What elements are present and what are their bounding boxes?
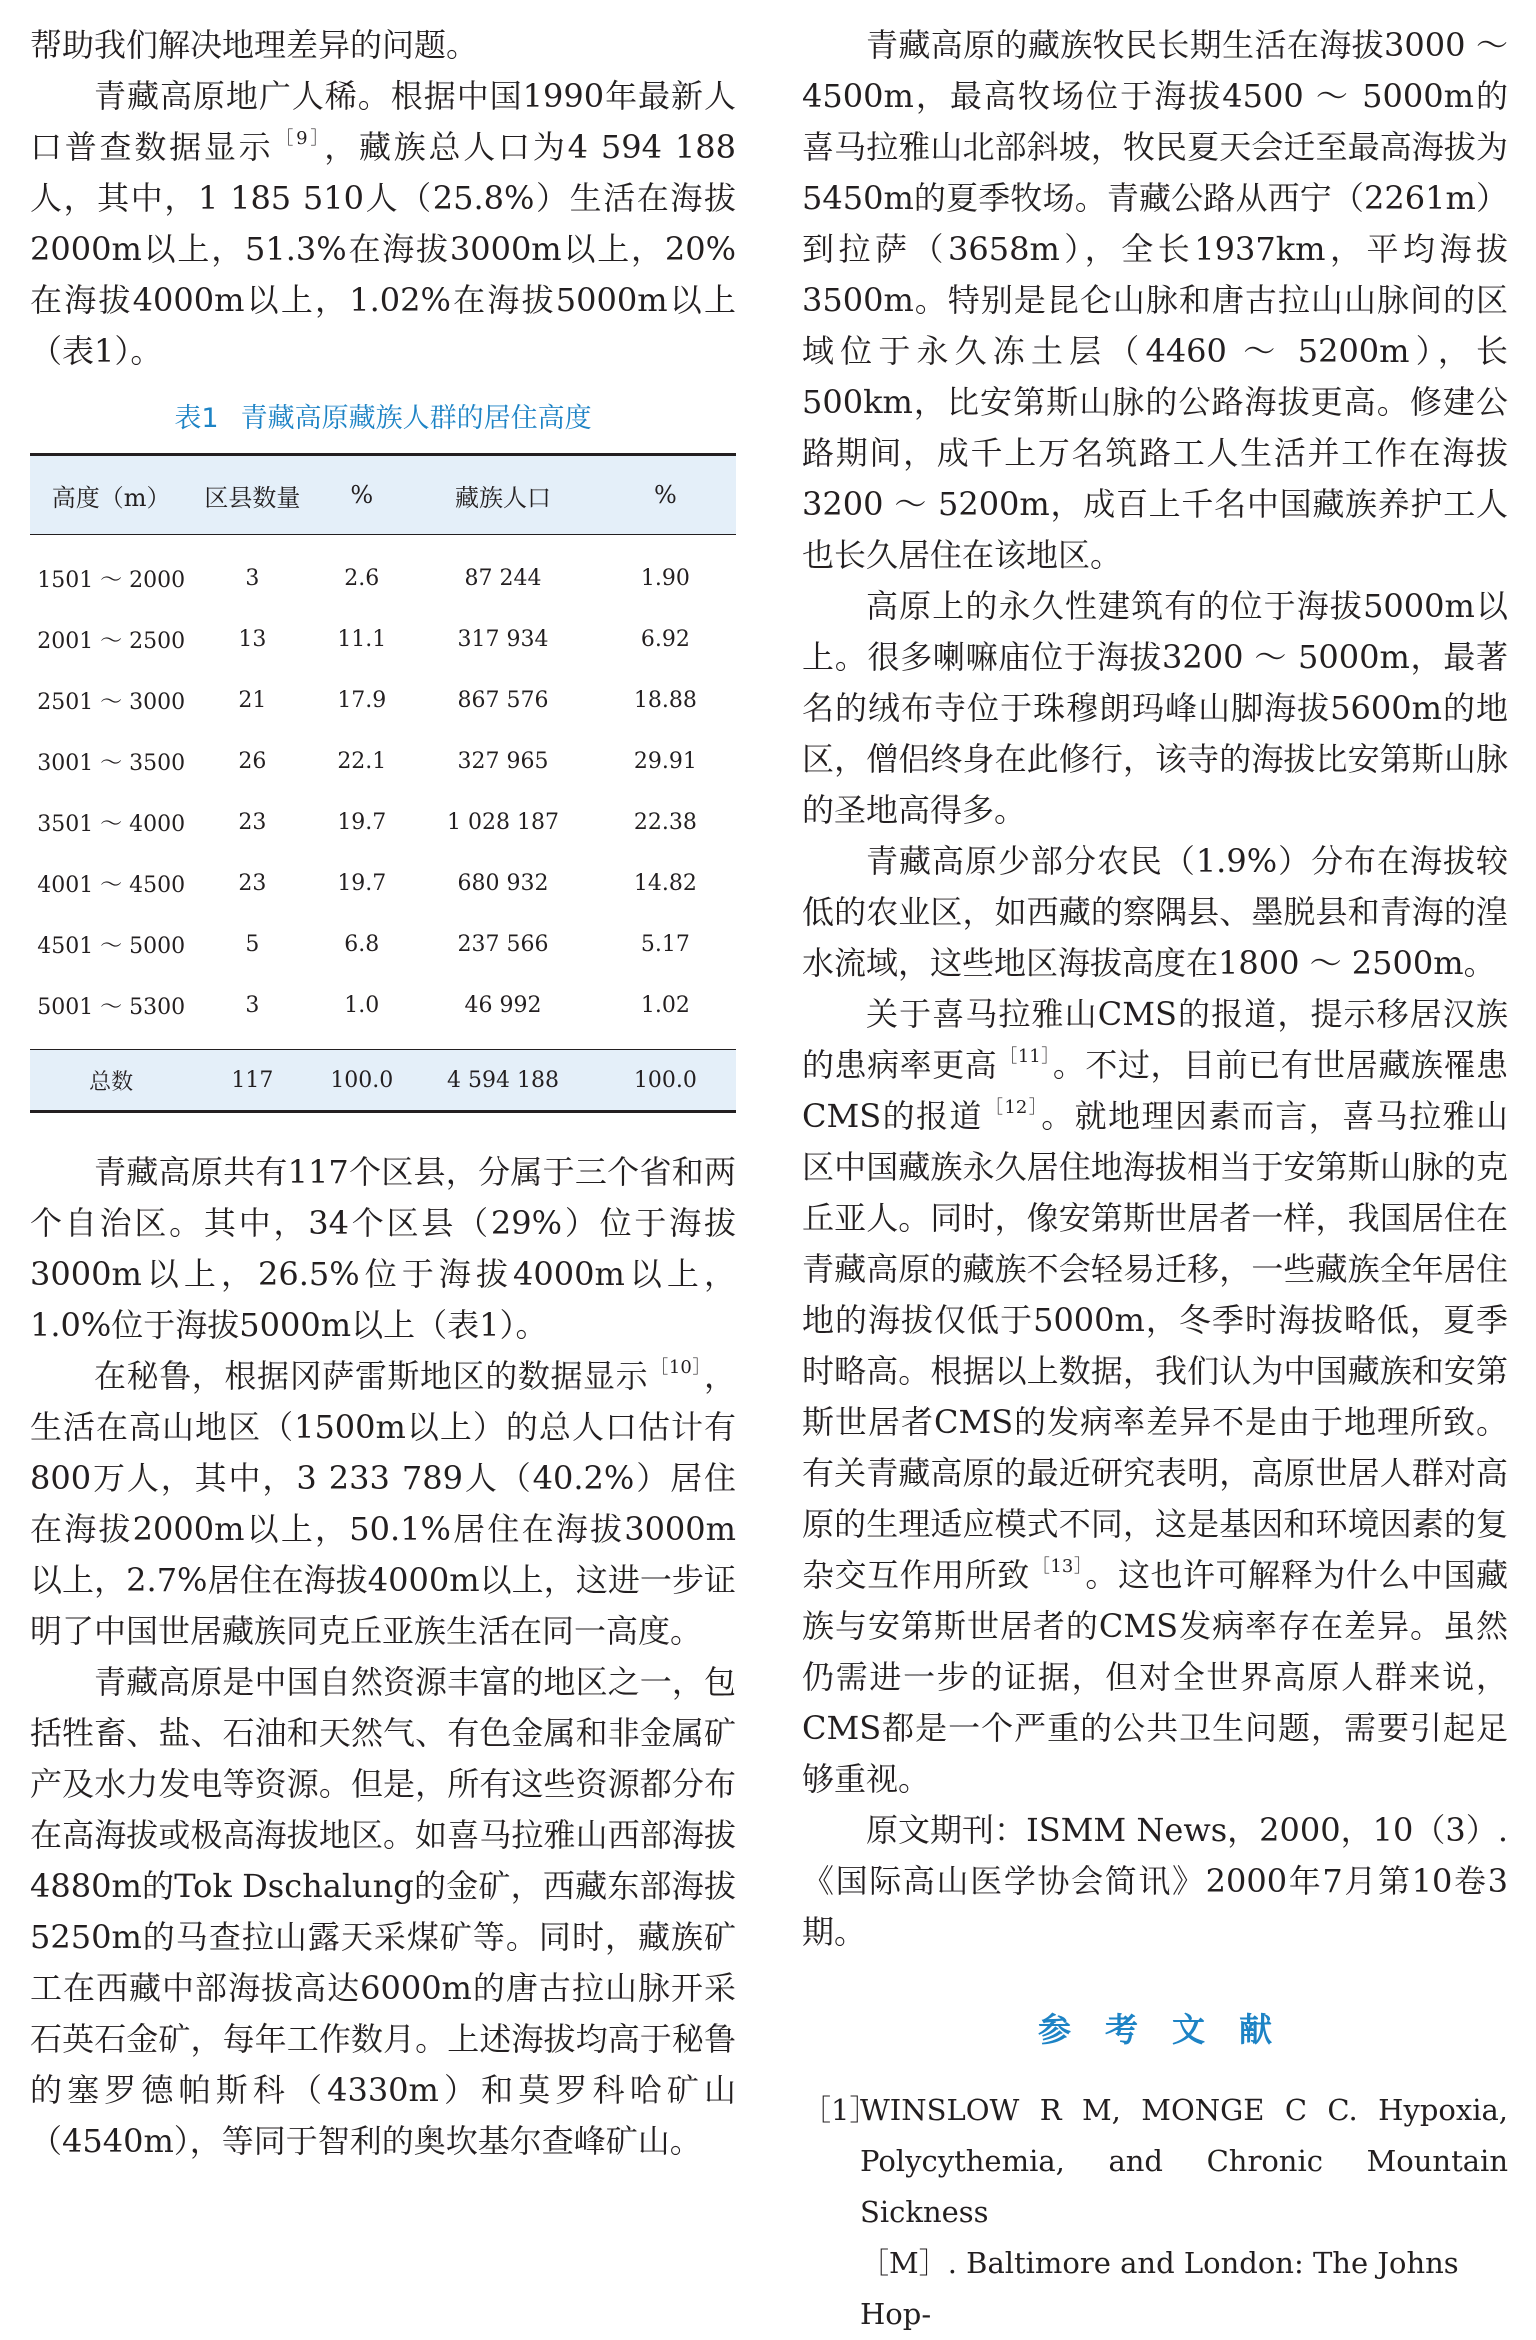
cell-population: 237 566: [457, 932, 549, 957]
table-caption-title: 青藏高原藏族人群的居住高度: [240, 403, 592, 434]
cell-altitude: 3501 ～ 4000: [37, 812, 186, 837]
header-county-percent: %: [350, 481, 374, 509]
cell-population-percent: 29.91: [633, 749, 697, 774]
citation-12[interactable]: ［12］: [984, 1097, 1040, 1118]
paragraph-population-census: 青藏高原地广人稀。根据中国1990年最新人口普查数据显示 $^{[9]}$，藏族总人口为4 594 188人，其中，1 185 510人（25.8%）生活在海拔2000m以上，51.3%在海拔3000m以上，20%在海拔4000m以上，1.02%在海拔5000m以上（表1）。: [30, 77, 736, 370]
cell-population-percent: 5.17: [640, 932, 690, 957]
table-header-row: [30, 455, 736, 535]
cell-population: 87 244: [464, 566, 542, 591]
cell-county-percent: 11.1: [337, 627, 387, 652]
cell-population: 1 028 187: [447, 810, 559, 835]
total-county-percent: 100.0: [330, 1067, 394, 1093]
cell-county-percent: 19.7: [337, 810, 387, 835]
table-caption: [30, 399, 736, 439]
cell-population: 317 934: [457, 627, 549, 652]
cell-county-percent: 17.9: [337, 688, 387, 713]
cell-population-percent: 6.92: [640, 627, 690, 652]
cell-county-percent: 2.6: [344, 566, 380, 591]
table-row: [30, 975, 736, 1050]
references-heading: 参考文献: [1038, 2010, 1306, 2049]
table-row: [30, 853, 736, 914]
cell-altitude: 2501 ～ 3000: [37, 690, 186, 715]
cell-altitude: 4001 ～ 4500: [37, 873, 186, 898]
paragraph-permanent-buildings: 高原上的永久性建筑有的位于海拔5000m以上。很多喇嘛庙位于海拔3200 ～ 5000m，最著名的绒布寺位于珠穆朗玛峰山脚海拔5600m的地区，僧侣终身在此修行，该寺的海拔比安第斯山脉的圣地高得多。: [802, 587, 1508, 829]
cell-altitude: 5001 ～ 5300: [37, 995, 186, 1020]
cell-altitude: 2001 ～ 2500: [37, 629, 186, 654]
paragraph-county-distribution: 青藏高原共有117个区县，分属于三个省和两个自治区。其中，34个区县（29%）位于海拔3000m以上，26.5%位于海拔4000m以上，1.0%位于海拔5000m以上（表1）。: [30, 1153, 736, 1344]
table-1: [30, 399, 736, 1113]
table-row: [30, 731, 736, 792]
cell-county-count: 21: [238, 688, 267, 713]
cell-population-percent: 1.02: [640, 993, 690, 1018]
cell-altitude: 1501 ～ 2000: [37, 568, 186, 593]
paragraph-natural-resources: 青藏高原是中国自然资源丰富的地区之一，包括牲畜、盐、石油和天然气、有色金属和非金属矿产及水力发电等资源。但是，所有这些资源都分布在高海拔或极高海拔地区。如喜马拉雅山西部海拔4880m的Tok Dschalung的金矿，西藏东部海拔5250m的马查拉山露天采煤矿等。同时，藏族矿工在西藏中部海拔高达6000m的唐古拉山脉开采石英石金矿，每年工作数月。上述海拔均高于秘鲁的塞罗德帕斯科（4330m）和莫罗科哈矿山（4540m），等同于智利的奥坎基尔查峰矿山。: [30, 1663, 736, 2160]
table-row: [30, 792, 736, 853]
cell-population-percent: 1.90: [640, 566, 690, 591]
total-population-percent: 100.0: [633, 1067, 697, 1093]
table-row: [30, 670, 736, 731]
cell-altitude: 3001 ～ 3500: [37, 751, 186, 776]
header-tibetan-population: 藏族人口: [454, 483, 551, 512]
cell-population: 867 576: [457, 688, 549, 713]
cell-county-count: 26: [238, 749, 267, 774]
paragraph-herders: 青藏高原的藏族牧民长期生活在海拔3000 ～ 4500m，最高牧场位于海拔4500 ～ 5000m的喜马拉雅山北部斜坡，牧民夏天会迁至最高海拔为5450m的夏季牧场。青藏公路从西宁（2261m）到拉萨（3658m），全长1937km，平均海拔3500m。特别是昆仑山脉和唐古拉山山脉间的区域位于永久冻土层（4460 ～ 5200m），长500km，比安第斯山脉的公路海拔更高。修建公路期间，成千上万名筑路工人生活并工作在海拔3200 ～ 5200m，成百上千名中国藏族养护工人也长久居住在该地区。: [802, 26, 1508, 574]
header-altitude: 高度（m）: [51, 483, 171, 512]
total-population: 4 594 188: [447, 1067, 559, 1093]
cell-county-count: 3: [245, 993, 260, 1018]
citation-13[interactable]: ［13］: [1031, 1556, 1084, 1577]
reference-item: [802, 2085, 1508, 2340]
cell-county-percent: 1.0: [344, 993, 380, 1018]
cell-county-count: 5: [245, 932, 260, 957]
cell-county-count: 3: [245, 566, 260, 591]
cell-population: 680 932: [457, 871, 549, 896]
left-column: [30, 20, 736, 2167]
cell-county-count: 23: [238, 871, 267, 896]
table-row: [30, 609, 736, 670]
cell-population-percent: 14.82: [633, 871, 697, 896]
cell-county-count: 13: [238, 627, 267, 652]
cell-population-percent: 22.38: [633, 810, 697, 835]
paragraph-peru-comparison: 在秘鲁，根据冈萨雷斯地区的数据显示 $^{[10]}$，生活在高山地区（1500m以上）的总人口估计有800万人，其中，3 233 789人（40.2%）居住在海拔2000m以上，50.1%居住在海拔3000m以上，2.7%居住在海拔4000m以上，这进一步证明了中国世居藏族同克丘亚族生活在同一高度。: [30, 1357, 736, 1650]
cell-county-percent: 22.1: [337, 749, 387, 774]
table-total-row: [30, 1050, 736, 1112]
citation-9[interactable]: ［9］: [275, 128, 323, 149]
paragraph-cms-discussion: 关于喜马拉雅山CMS的报道，提示移居汉族的患病率更高 $^{[11]}$。不过，目前已有世居藏族罹患CMS的报道 $^{[12]}$。就地理因素而言，喜马拉雅山区中国藏族永久居住地海拔相当于安第斯山脉的克丘亚人。同时，像安第斯世居者一样，我国居住在青藏高原的藏族不会轻易迁移，一些藏族全年居住地的海拔仅低于5000m，冬季时海拔略低，夏季时略高。根据以上数据，我们认为中国藏族和安第斯世居者CMS的发病率差异不是由于地理所致。有关青藏高原的最近研究表明，高原世居人群对高原的生理适应模式不同，这是基因和环境因素的复杂交互作用所致 $^{[13]}$。这也许可解释为什么中国藏族与安第斯世居者的CMS发病率存在差异。虽然仍需进一步的证据，但对全世界高原人群来说，CMS都是一个严重的公共卫生问题，需要引起足够重视。: [802, 995, 1508, 1798]
reference-text: WINSLOW R M, MONGE C C. Hypoxia, Polycythemia, and Chronic Mountain Sickness ［M］. Baltimore and London: The Johns Hop-: [860, 2093, 1508, 2331]
header-population-percent: %: [653, 481, 677, 509]
cell-population-percent: 18.88: [633, 688, 697, 713]
header-county-count: 区县数量: [204, 483, 301, 512]
cell-county-count: 23: [238, 810, 267, 835]
table-row: [30, 535, 736, 610]
cell-population: 46 992: [464, 993, 542, 1018]
table-caption-number: 表1: [174, 403, 219, 434]
cell-population: 327 965: [457, 749, 549, 774]
citation-11[interactable]: ［11］: [999, 1046, 1051, 1067]
paragraph-source-journal: 原文期刊：ISMM News，2000，10（3）.《国际高山医学协会简讯》2000年7月第10卷3期。: [802, 1811, 1508, 1951]
table-row: [30, 914, 736, 975]
cell-altitude: 4501 ～ 5000: [37, 934, 186, 959]
cell-county-percent: 6.8: [344, 932, 380, 957]
reference-number: ［1］: [802, 2093, 879, 2127]
paragraph-farmers: 青藏高原少部分农民（1.9%）分布在海拔较低的农业区，如西藏的察隅县、墨脱县和青海的湟水流域，这些地区海拔高度在1800 ～ 2500m。: [802, 842, 1508, 982]
total-county-count: 117: [231, 1067, 274, 1093]
total-label: 总数: [89, 1069, 134, 1095]
citation-10[interactable]: ［10］: [650, 1357, 702, 1378]
paragraph-intro-tail: 帮助我们解决地理差异的问题。: [30, 26, 479, 64]
residence-altitude-table: [30, 453, 736, 1113]
cell-county-percent: 19.7: [337, 871, 387, 896]
right-column: [802, 20, 1508, 2340]
